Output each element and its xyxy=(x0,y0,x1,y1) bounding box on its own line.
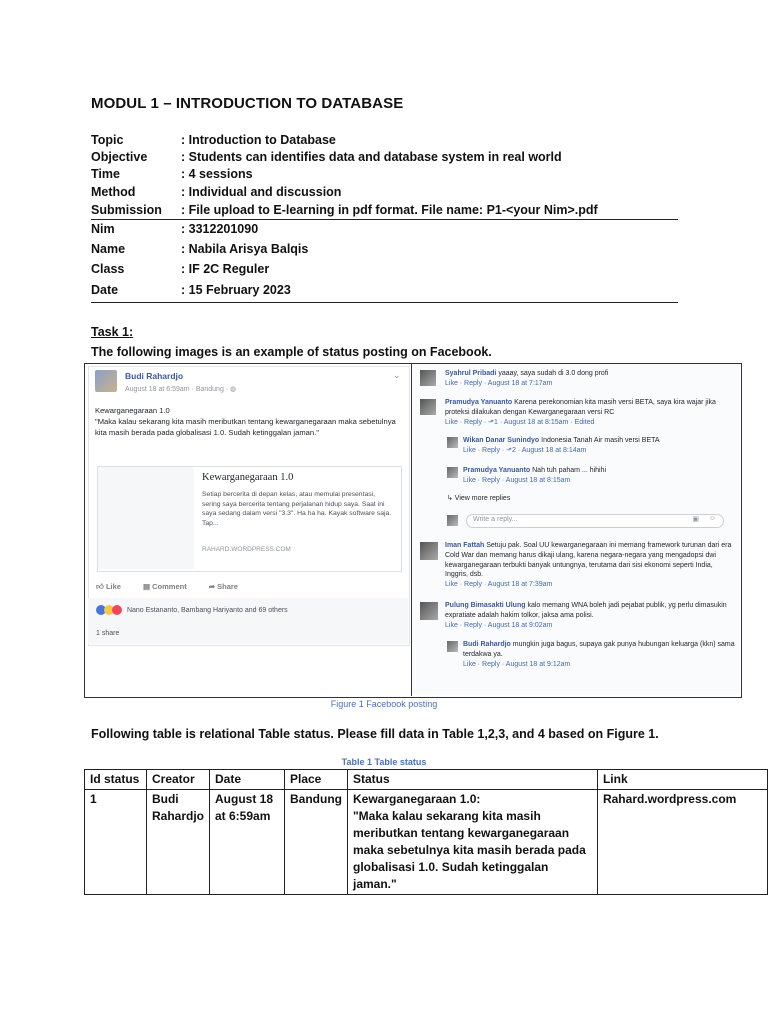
comment-author[interactable]: Pulung Bimasakti Ulung xyxy=(445,602,526,609)
student-name xyxy=(91,242,681,256)
share-button[interactable] xyxy=(209,582,238,592)
post-author[interactable]: Budi Rahardjo xyxy=(125,371,184,381)
info-key: Class xyxy=(91,262,125,276)
comment-meta[interactable]: Like · Reply · August 18 at 7:39am xyxy=(445,581,553,589)
post-actions xyxy=(96,582,238,592)
shares-count[interactable]: 1 share xyxy=(96,630,120,637)
comment-author[interactable]: Syahrul Pribadi xyxy=(445,370,497,377)
cell-link: Rahard.wordpress.com xyxy=(597,790,767,895)
info-topic xyxy=(91,133,681,147)
task-heading: Task 1: xyxy=(91,325,134,339)
header-creator: Creator xyxy=(146,770,209,790)
avatar xyxy=(447,641,458,652)
cell-date: August 18 at 6:59am xyxy=(210,790,285,895)
camera-icon[interactable]: ▣ xyxy=(692,516,699,523)
comment-text: Indonesia Tanah Air masih versi BETA xyxy=(541,437,660,444)
info-value: : 3312201090 xyxy=(181,222,259,236)
comment-author[interactable]: Pramudya Yanuanto xyxy=(445,399,513,406)
like-button[interactable] xyxy=(96,582,121,592)
comment-text: yaaay, saya sudah di 3.0 dong profi xyxy=(498,370,609,377)
table-header-row xyxy=(85,770,768,790)
instruction-text: Following table is relational Table status. Please fill data in Table 1,2,3, and 4 based on Figure 1. xyxy=(91,727,659,741)
reply-placeholder: Write a reply... xyxy=(473,516,518,523)
header-id-status: Id status xyxy=(85,770,147,790)
cell-creator: Budi Rahardjo xyxy=(146,790,209,895)
header-date: Date xyxy=(210,770,285,790)
comment-text: Nah tuh paham ... hihihi xyxy=(532,467,607,474)
status-body: "Maka kalau sekarang kita masih meributkan tentang kewarganegaraan maka sebetulnya kita masih berada pada globalisasi 1.0. Sudah ketinggalan jaman." xyxy=(352,809,586,891)
cell-id: 1 xyxy=(85,790,147,895)
like-label: Like xyxy=(105,582,121,591)
reply-input[interactable] xyxy=(466,514,724,528)
share-icon: ➦ xyxy=(208,582,216,591)
post-meta: August 18 at 6:59am · Bandung · ◍ xyxy=(125,386,237,393)
info-key: Date xyxy=(91,283,119,297)
info-value: : Students can identifies data and database system in real world xyxy=(181,150,562,164)
avatar xyxy=(447,437,458,448)
share-label: Share xyxy=(217,582,238,591)
avatar xyxy=(95,370,117,392)
info-value: : Introduction to Database xyxy=(181,133,336,147)
comment xyxy=(445,541,737,590)
table-row xyxy=(85,790,768,895)
comment-text: mungkin juga bagus, supaya gak punya hubungan keluarga (kkn) sama terdakwa ya. xyxy=(463,641,735,658)
avatar xyxy=(420,370,436,386)
reply xyxy=(463,436,735,456)
header-link: Link xyxy=(597,770,767,790)
table-caption: Table 1 Table status xyxy=(341,757,427,767)
comment-author[interactable]: Pramudya Yanuanto xyxy=(463,467,531,474)
comment-icon: ▤ xyxy=(142,582,151,591)
info-objective xyxy=(91,150,681,164)
comment xyxy=(445,601,737,630)
comment-meta[interactable]: Like · Reply · August 18 at 9:12am xyxy=(463,660,571,668)
comment-meta[interactable]: Like · Reply · August 18 at 8:15am xyxy=(463,476,571,484)
info-time xyxy=(91,167,681,181)
thumbs-up-icon: 👍︎ xyxy=(96,582,104,591)
info-key: Name xyxy=(91,242,126,256)
cell-place: Bandung xyxy=(284,790,347,895)
post-body: "Maka kalau sekarang kita masih meributkan tentang kewarganegaraan maka sebetulnya kita masih berada pada globalisasi 1.0. Sudah ketinggalan jaman." xyxy=(95,417,396,437)
comment-text: kalo memang WNA boleh jadi pejabat publik, yg perlu dimasukin expratiate adalah hakim tolkor, jaksa ama polisi. xyxy=(445,602,727,619)
info-key: Method xyxy=(91,185,136,199)
header-place: Place xyxy=(284,770,347,790)
comment-text: Setuju pak. Soal UU kewarganegaraan ini memang framework turunan dari era Cold War dan memang harus dikaji ulang, karena negara-negara yang mengadopsi dwi kewarganegaraan terbukti banyak untungnya, terutama dari sisi ekonomi seperti India, Inggris, dsb. xyxy=(445,542,732,579)
info-key: Objective xyxy=(91,150,148,164)
student-nim xyxy=(91,222,681,236)
reactions-text: Nano Estananto, Bambang Hariyanto and 69 others xyxy=(126,606,288,614)
card-site: RAHARD.WORDPRESS.COM xyxy=(202,546,291,553)
comment-author[interactable]: Wikan Danar Sunindyo xyxy=(463,437,540,444)
student-date xyxy=(91,283,681,297)
status-table xyxy=(84,769,768,895)
comment-author[interactable]: Iman Fattah xyxy=(445,542,485,549)
info-value: : Individual and discussion xyxy=(181,185,342,199)
love-reaction-icon xyxy=(112,605,122,615)
info-submission xyxy=(91,203,681,217)
avatar xyxy=(420,399,436,415)
card-title: Kewarganegaraan 1.0 xyxy=(202,472,294,483)
comment-meta[interactable]: Like · Reply · ⬏2 · August 18 at 8:14am xyxy=(463,446,587,454)
avatar xyxy=(447,515,458,526)
divider xyxy=(91,219,678,220)
comment-meta[interactable]: Like · Reply · August 18 at 9:02am xyxy=(445,621,553,629)
info-value: : Nabila Arisya Balqis xyxy=(181,242,309,256)
comment-meta[interactable]: Like · Reply · August 18 at 7:17am xyxy=(445,379,553,387)
student-class xyxy=(91,262,681,276)
comment-button[interactable] xyxy=(143,582,187,592)
avatar xyxy=(447,467,458,478)
post-title: Kewarganegaraan 1.0 xyxy=(95,406,170,415)
reply xyxy=(463,640,735,669)
info-key: Nim xyxy=(91,222,115,236)
avatar xyxy=(420,602,438,620)
figure-caption: Figure 1 Facebook posting xyxy=(330,699,438,709)
reply xyxy=(463,466,735,486)
reactions[interactable] xyxy=(96,605,288,615)
comment xyxy=(445,369,735,389)
info-value: : File upload to E-learning in pdf format. File name: P1-<your Nim>.pdf xyxy=(181,203,598,217)
view-more-replies[interactable]: ↳ View more replies xyxy=(447,495,511,502)
avatar xyxy=(420,542,438,560)
header-status: Status xyxy=(347,770,597,790)
cell-status xyxy=(347,790,597,895)
comment-meta[interactable]: Like · Reply · ⬏1 · August 18 at 8:15am · Edited xyxy=(445,418,595,426)
info-key: Topic xyxy=(91,133,124,147)
link-preview-image xyxy=(98,467,194,569)
info-key: Submission xyxy=(91,203,162,217)
status-title: Kewarganegaraan 1.0: xyxy=(352,792,481,806)
task-intro: The following images is an example of status posting on Facebook. xyxy=(91,345,492,359)
comment-author[interactable]: Budi Rahardjo xyxy=(463,641,511,648)
emoji-icon[interactable]: ☺ xyxy=(708,515,716,522)
card-text: Setiap bercerita di depan kelas, atau memulai presentasi, sering saya bercerita tentang perjalanan hidup saya. Saat ini saya sedang dalam versi "3.3". Ha ha ha. Kayak software saja. Tap... xyxy=(202,491,392,527)
comment-text: Karena perekonomian kita masih versi BETA, saya kira wajar jika proteksi dilakukan dengan Kewarganegaraan versi RC xyxy=(445,399,716,416)
comment-label: Comment xyxy=(152,582,187,591)
divider xyxy=(91,302,678,303)
info-value: : 15 February 2023 xyxy=(181,283,291,297)
info-method xyxy=(91,185,681,199)
info-key: Time xyxy=(91,167,120,181)
chevron-down-icon[interactable]: ⌄ xyxy=(393,370,401,380)
document-title: MODUL 1 – INTRODUCTION TO DATABASE xyxy=(91,95,404,112)
comment xyxy=(445,398,737,427)
info-value: : IF 2C Reguler xyxy=(181,262,270,276)
info-value: : 4 sessions xyxy=(181,167,253,181)
